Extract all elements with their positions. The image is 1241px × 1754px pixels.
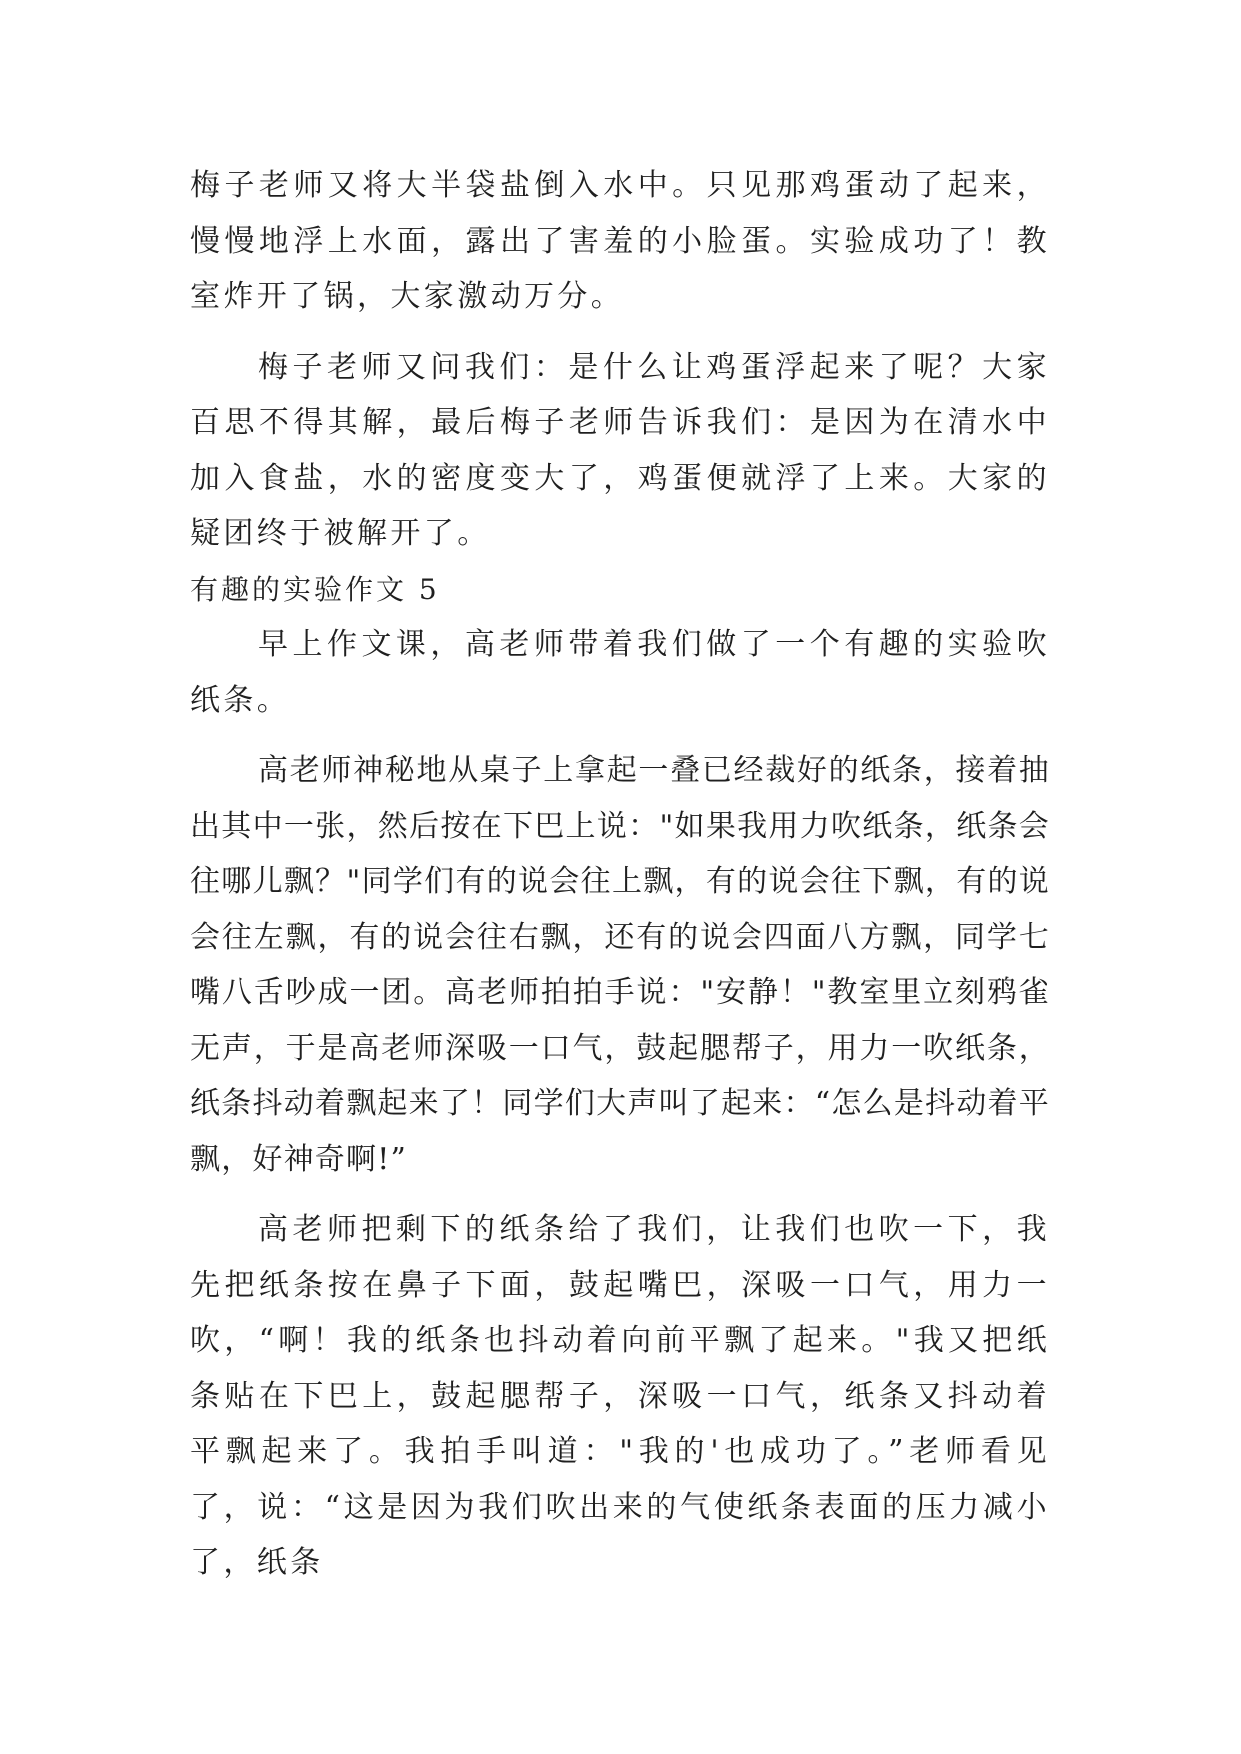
section-heading: 有趣的实验作文 5 <box>190 572 440 606</box>
document-body <box>190 158 1050 1591</box>
paragraph-teacher-explains: 梅子老师又问我们：是什么让鸡蛋浮起来了呢？大家百思不得其解，最后梅子老师告诉我们：是因为在清水中加入食盐，水的密度变大了，鸡蛋便就浮了上来。大家的疑团终于被解开了。 <box>190 349 1050 551</box>
paragraph-writing-class: 早上作文课，高老师带着我们做了一个有趣的实验吹纸条。 <box>190 627 1050 718</box>
paragraph-egg-floats: 梅子老师又将大半袋盐倒入水中。只见那鸡蛋动了起来，慢慢地浮上水面，露出了害羞的小脸蛋。实验成功了！教室炸开了锅，大家激动万分。 <box>190 168 1050 314</box>
paragraph-students-try: 高老师把剩下的纸条给了我们，让我们也吹一下，我先把纸条按在鼻子下面，鼓起嘴巴，深吸一口气，用力一吹，“啊！我的纸条也抖动着向前平飘了起来。"我又把纸条贴在下巴上，鼓起腮帮子，深吸一口气，纸条又抖动着平飘起来了。我拍手叫道："我的'也成功了。”老师看见了，说：“这是因为我们吹出来的气使纸条表面的压力减小了，纸条 <box>190 1212 1050 1580</box>
paragraph-blowing-paper: 高老师神秘地从桌子上拿起一叠已经裁好的纸条，接着抽出其中一张，然后按在下巴上说："如果我用力吹纸条，纸条会往哪儿飘？"同学们有的说会往上飘，有的说会往下飘，有的说会往左飘，有的说会往右飘，还有的说会四面八方飘，同学七嘴八舌吵成一团。高老师拍拍手说："安静！"教室里立刻鸦雀无声，于是高老师深吸一口气，鼓起腮帮子，用力一吹纸条，纸条抖动着飘起来了！同学们大声叫了起来：“怎么是抖动着平飘，好神奇啊!” <box>190 753 1050 1177</box>
